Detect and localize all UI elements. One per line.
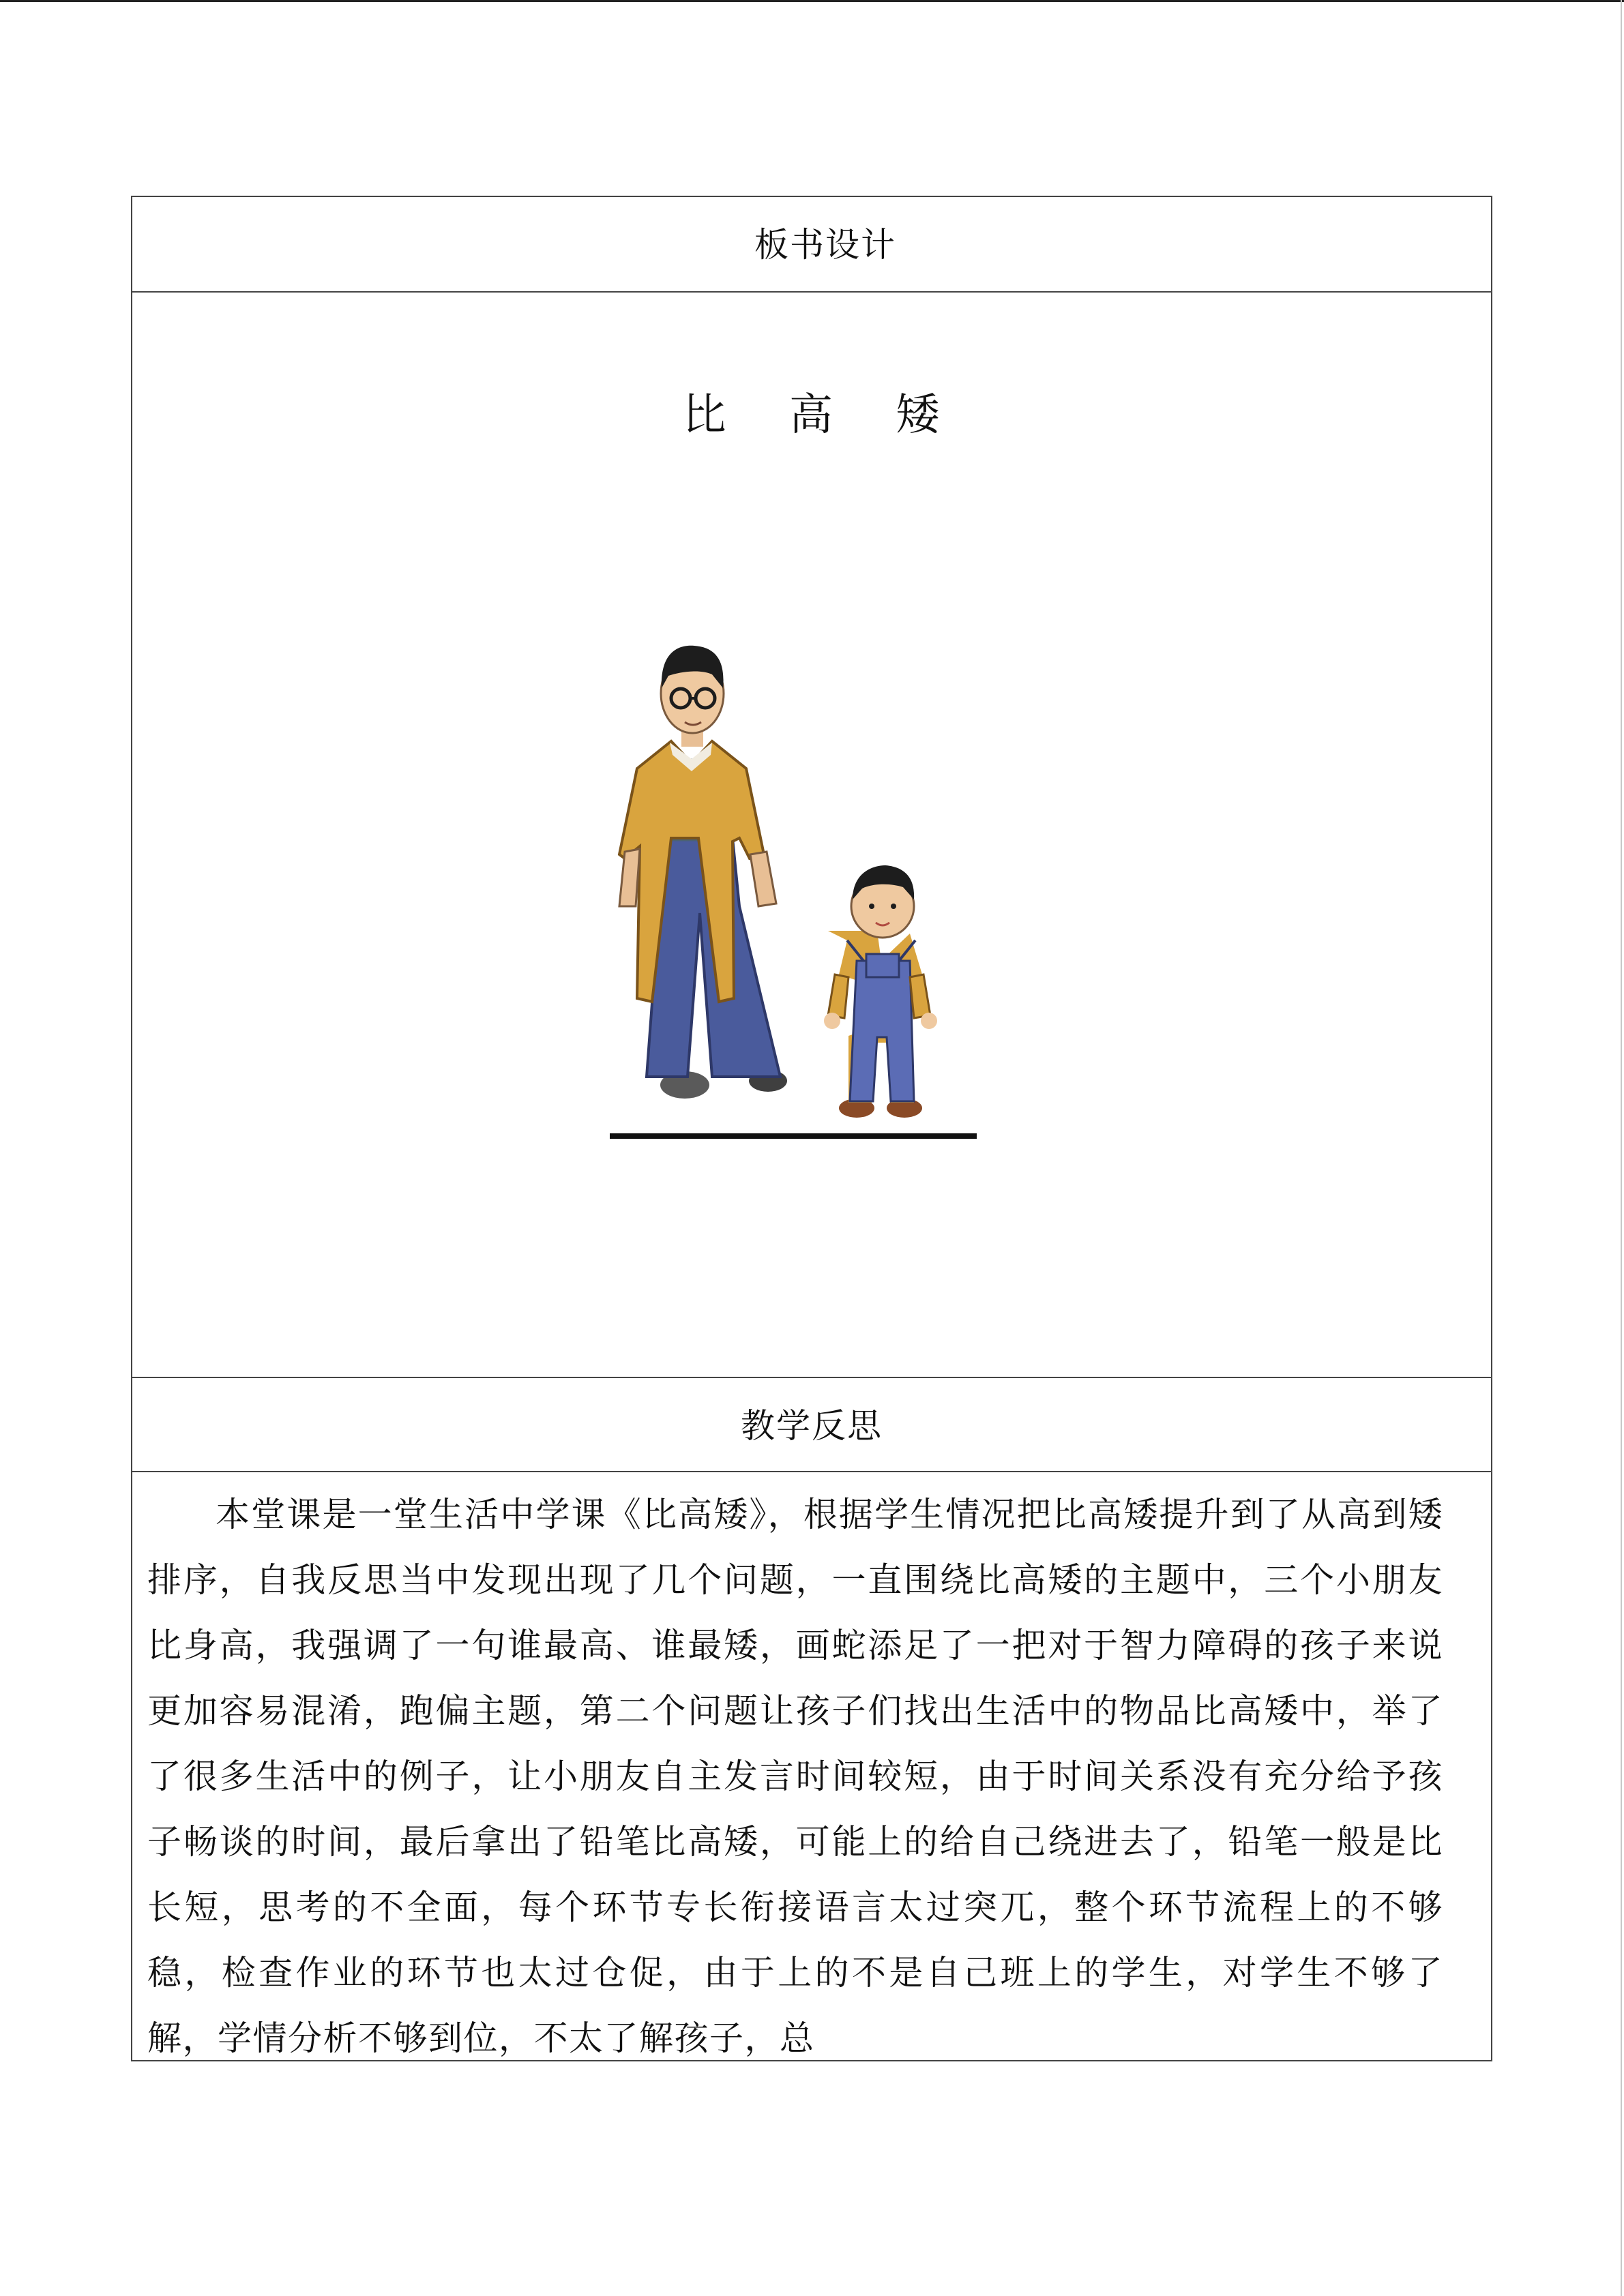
reflection-header-row — [132, 1378, 1491, 1472]
board-design-header-row — [132, 197, 1491, 293]
board-title-char: 矮 — [896, 390, 941, 441]
page-right-rule — [1621, 0, 1622, 2296]
short-boy-figure — [824, 865, 937, 1118]
reflection-heading: 教学反思 — [741, 1406, 883, 1446]
lesson-plan-table — [131, 196, 1492, 2061]
board-title — [132, 388, 1491, 443]
board-title-char: 比 — [682, 390, 728, 441]
reflection-content — [132, 1472, 1491, 2060]
board-design-content — [132, 293, 1491, 1378]
board-title-char: 高 — [789, 390, 834, 441]
reflection-text: 本堂课是一堂生活中学课《比高矮》，根据学生情况把比高矮提升到了从高到矮排序，自我反思当中发现出现了几个问题，一直围绕比高矮的主题中，三个小朋友比身高，我强调了一句谁最高、谁最矮，画蛇添足了一把对于智力障碍的孩子来说更加容易混淆，跑偏主题，第二个问题让孩子们找出生活中的物品比高矮中，举了了很多生活中的例子，让小朋友自主发言时间较短，由于时间关系没有充分给予孩子畅谈的时间，最后拿出了铅笔比高矮，可能上的给自己绕进去了，铅笔一般是比长短，思考的不全面，每个环节专长衔接语言太过突兀，整个环节流程上的不够稳，检查作业的环节也太过仓促，由于上的不是自己班上的学生，对学生不够了解，学情分析不够到位，不太了解孩子，总 — [147, 1495, 1443, 2058]
page-top-rule — [0, 0, 1624, 2]
board-design-heading: 板书设计 — [754, 225, 896, 265]
tall-man-figure — [619, 646, 787, 1099]
height-comparison-illustration — [610, 620, 1114, 1438]
blank-answer-line — [610, 1133, 977, 1139]
